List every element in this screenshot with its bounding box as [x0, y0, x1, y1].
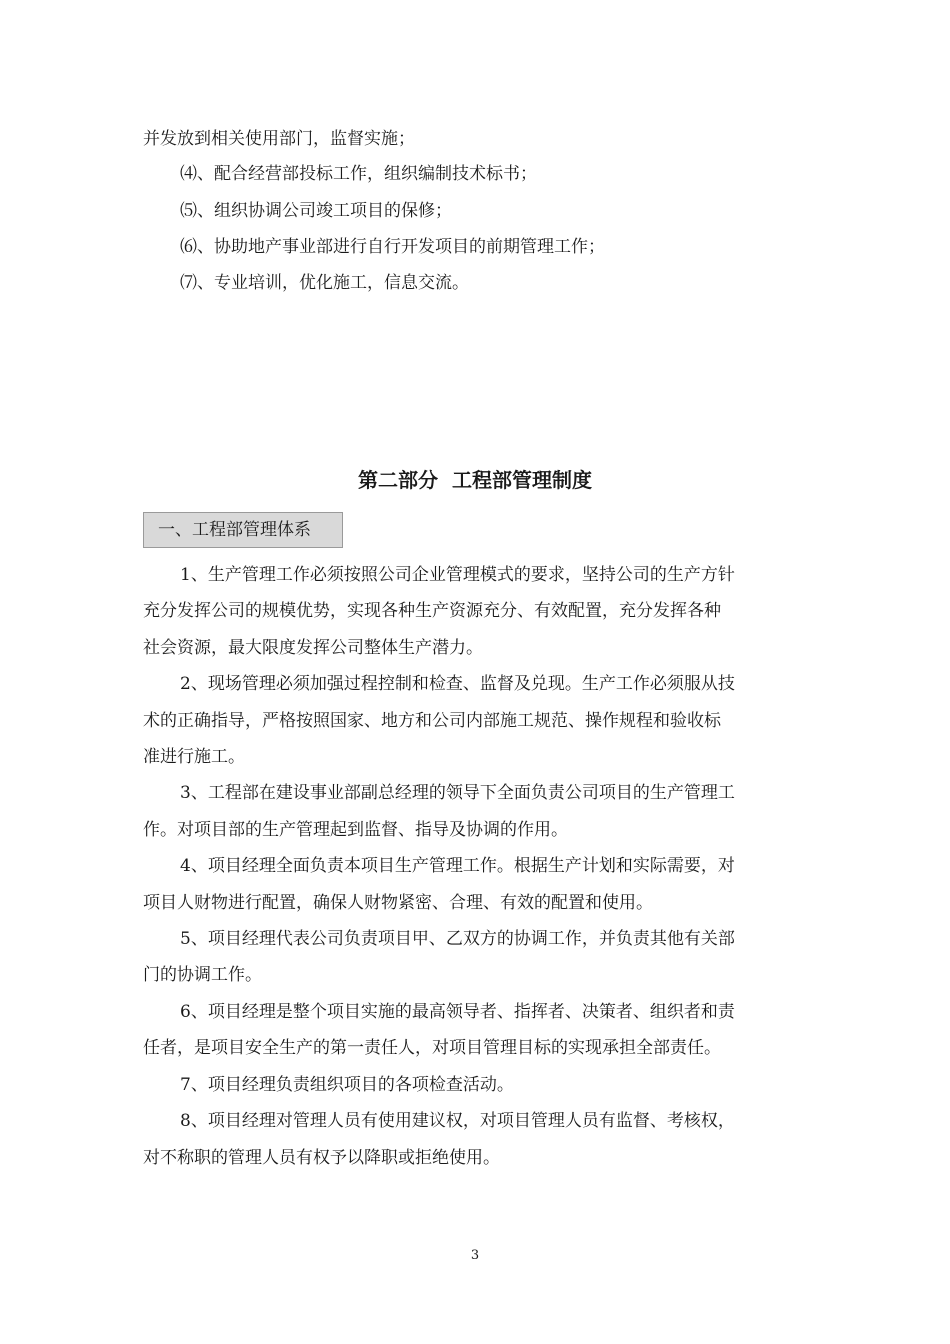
paragraph-5-line-1: 5、项目经理代表公司负责项目甲、乙双方的协调工作，并负责其他有关部 — [180, 929, 735, 949]
duty-item-5: ⑸、组织协调公司竣工项目的保修； — [180, 201, 452, 221]
paragraph-6-line-2: 任者，是项目安全生产的第一责任人，对项目管理目标的实现承担全部责任。 — [143, 1038, 721, 1058]
part-title: 第二部分 工程部管理制度 — [358, 468, 592, 492]
paragraph-6-line-1: 6、项目经理是整个项目实施的最高领导者、指挥者、决策者、组织者和责 — [180, 1002, 735, 1022]
paragraph-1-line-3: 社会资源，最大限度发挥公司整体生产潜力。 — [143, 638, 483, 658]
duty-item-4: ⑷、配合经营部投标工作，组织编制技术标书； — [180, 164, 537, 184]
duty-item-7: ⑺、专业培训，优化施工，信息交流。 — [180, 273, 469, 293]
paragraph-4-line-2: 项目人财物进行配置，确保人财物紧密、合理、有效的配置和使用。 — [143, 893, 653, 913]
paragraph-8-line-2: 对不称职的管理人员有权予以降职或拒绝使用。 — [143, 1148, 500, 1168]
paragraph-2-line-3: 准进行施工。 — [143, 747, 245, 767]
paragraph-4-line-1: 4、项目经理全面负责本项目生产管理工作。根据生产计划和实际需要，对 — [180, 856, 735, 876]
paragraph-1-line-1: 1、生产管理工作必须按照公司企业管理模式的要求，坚持公司的生产方针 — [180, 565, 735, 585]
paragraph-2-line-1: 2、现场管理必须加强过程控制和检查、监督及兑现。生产工作必须服从技 — [180, 674, 735, 694]
paragraph-3-line-2: 作。对项目部的生产管理起到监督、指导及协调的作用。 — [143, 820, 568, 840]
paragraph-7-line-1: 7、项目经理负责组织项目的各项检查活动。 — [180, 1075, 514, 1095]
paragraph-8-line-1: 8、项目经理对管理人员有使用建议权，对项目管理人员有监督、考核权， — [180, 1111, 735, 1131]
paragraph-1-line-2: 充分发挥公司的规模优势，实现各种生产资源充分、有效配置，充分发挥各种 — [143, 601, 721, 621]
continuation-line: 并发放到相关使用部门，监督实施； — [143, 129, 415, 149]
section-heading: 一、工程部管理体系 — [143, 512, 343, 548]
paragraph-5-line-2: 门的协调工作。 — [143, 965, 262, 985]
duty-item-6: ⑹、协助地产事业部进行自行开发项目的前期管理工作； — [180, 237, 605, 257]
paragraph-2-line-2: 术的正确指导，严格按照国家、地方和公司内部施工规范、操作规程和验收标 — [143, 711, 721, 731]
paragraph-3-line-1: 3、工程部在建设事业部副总经理的领导下全面负责公司项目的生产管理工 — [180, 783, 735, 803]
page-number: 3 — [470, 1248, 480, 1263]
